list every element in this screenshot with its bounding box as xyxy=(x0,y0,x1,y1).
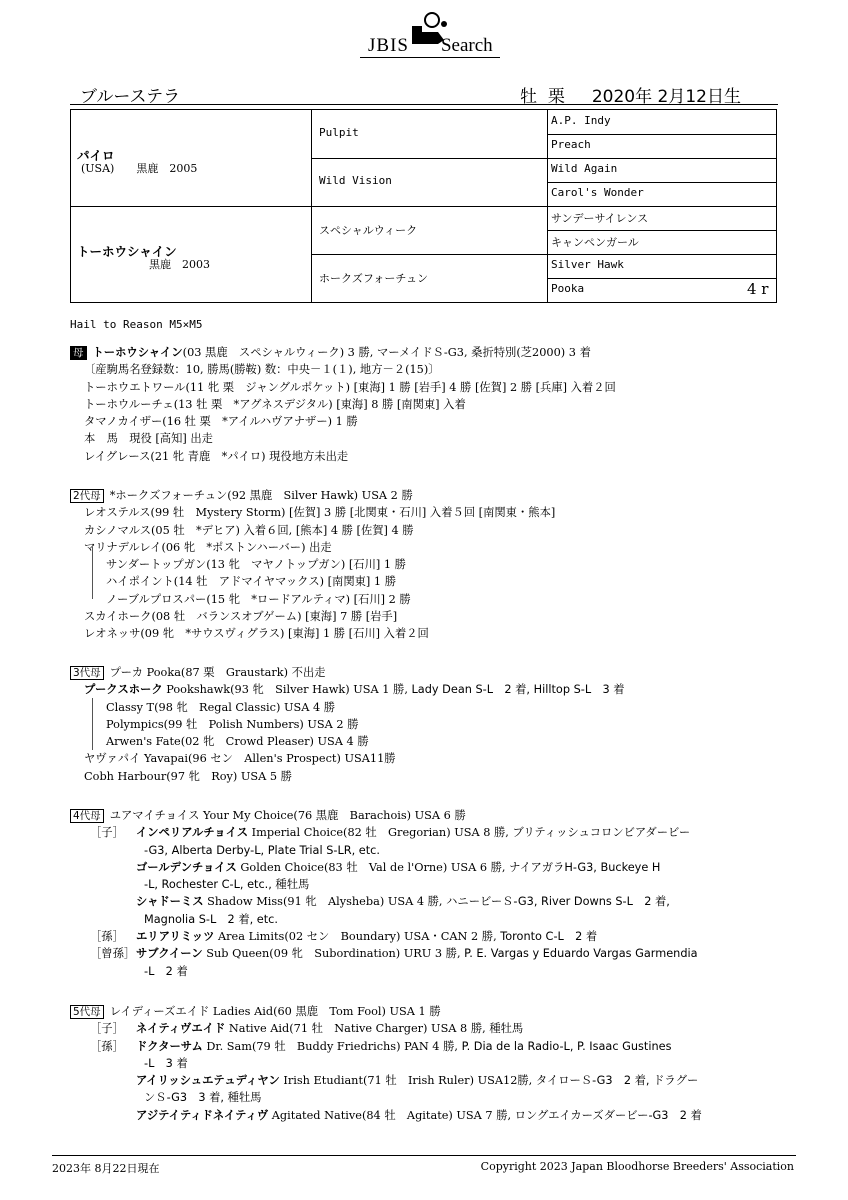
dam-sire: スペシャルウィーク xyxy=(319,224,418,237)
footer-date: 2023年 8月22日現在 xyxy=(52,1162,160,1175)
inbreeding-note: Hail to Reason M5×M5 xyxy=(70,318,203,331)
dam-name: トーホウシャイン xyxy=(77,244,177,259)
g3-3: Wild Again xyxy=(551,162,618,175)
footer-rule xyxy=(52,1155,796,1156)
horse-color: 栗 xyxy=(547,87,565,107)
horse-birth: 2020年 2月12日生 xyxy=(591,87,741,107)
family-number: 4 r xyxy=(747,280,769,298)
section-5th-dam: 5代母 レイディーズエイド Ladies Aid(60 黒鹿 Tom Fool) USA 1 勝 ［子］ ネイティヴエイド Native Aid(71 牡 Native Charger) USA 8 勝, 種牡馬 ［孫］ ドクターサム Dr. Sam(79 牡 Buddy Friedrichs) PAN 4 勝, P. Dia de la Radio-L, P. Isaac Gustines -L 3 着 アイリッシュエテュディヤン Irish Etudiant(71 牡 Irish Ruler) USA12勝, タイローＳ-G3 2 着, ドラグー ンＳ-G3 3 着, 種牡馬 アジテイティドネイティヴ Agitated Native(84 牡 Agitate) USA 7 勝, ロングエイカーズダービー-G3 2 着 xyxy=(70,1003,702,1124)
sire-info: (USA) 黒鹿 2005 xyxy=(81,162,198,175)
pedigree-table xyxy=(70,109,777,303)
horse-sex: 牡 xyxy=(520,87,537,107)
sire-dam: Wild Vision xyxy=(319,174,392,187)
horse-name: ブルーステラ xyxy=(80,87,181,107)
sire-name: パイロ xyxy=(77,148,115,163)
g3-1: A.P. Indy xyxy=(551,114,611,127)
section-tag: 2代母 xyxy=(70,489,104,503)
dam-dam: ホークズフォーチュン xyxy=(319,272,429,285)
g3-8: Pooka xyxy=(551,282,585,295)
sire-sire: Pulpit xyxy=(319,126,359,139)
g3-6: キャンペンガール xyxy=(551,236,639,249)
section-2nd-dam: 2代母 *ホークズフォーチュン(92 黒鹿 Silver Hawk) USA 2 勝 レオステルス(99 牡 Mystery Storm) [佐賀] 3 勝 [北関東・石川] 入着５回 [南関東・熊本] カシノマルス(05 牡 *デヒア) 入着６回, [熊本] 4 勝 [佐賀] 4 勝 マリナデルレイ(06 牝 *ポストンハーバー) 出走 サンダートップガン(13 牝 マヤノトップガン) [石川] 1 勝 ハイポイント(14 牡 アドマイヤマックス) [南関東] 1 勝 ノーブルプロスパー(15 牝 *ロードアルティマ) [石川] 2 勝 スカイホーク(08 牡 バランスオブゲーム) [東海] 7 勝 [岩手] レオネッサ(09 牝 *サウスヴィグラス) [東海] 1 勝 [石川] 入着２回 xyxy=(70,487,555,643)
title-rule xyxy=(70,104,778,105)
g3-7: Silver Hawk xyxy=(551,258,624,271)
header-rule xyxy=(360,57,500,58)
section-tag: 3代母 xyxy=(70,666,104,680)
section-4th-dam: 4代母 ユアマイチョイス Your My Choice(76 黒鹿 Barachois) USA 6 勝 ［子］ インペリアルチョイス Imperial Choice(82 牡 Gregorian) USA 8 勝, ブリティッシュコロンビアダービー -G3, Alberta Derby-L, Plate Trial S-LR, etc. ゴールデンチョイス Golden Choice(83 牡 Val de l'Orne) USA 6 勝, ナイアガラH-G3, Buckeye H -L, Rochester C-L, etc., 種牡馬 シャドーミス Shadow Miss(91 牝 Alysheba) USA 4 勝, ハニービーＳ-G3, River Downs S-L 2 着, Magnolia S-L 2 着, etc. ［孫］ エリアリミッツ Area Limits(02 セン Boundary) USA・CAN 2 勝, Toronto C-L 2 着 ［曾孫］サブクイーン Sub Queen(09 牝 Subordination) URU 3 勝, P. E. Vargas y Eduardo Vargas Garmendia -L 2 着 xyxy=(70,807,698,980)
section-tag: 母 xyxy=(70,346,87,360)
g3-4: Carol's Wonder xyxy=(551,186,644,199)
g3-2: Preach xyxy=(551,138,591,151)
logo-text: JBIS Search xyxy=(368,35,493,56)
footer-copyright: Copyright 2023 Japan Bloodhorse Breeders' Association xyxy=(480,1160,794,1173)
section-tag: 5代母 xyxy=(70,1005,104,1019)
section-3rd-dam: 3代母 プーカ Pooka(87 栗 Graustark) 不出走 プークスホーク Pookshawk(93 牝 Silver Hawk) USA 1 勝, Lady Dean S-L 2 着, Hilltop S-L 3 着 Classy T(98 牝 Regal Classic) USA 4 勝 Polympics(99 牡 Polish Numbers) USA 2 勝 Arwen's Fate(02 牝 Crowd Pleaser) USA 4 勝 ヤヴァパイ Yavapai(96 セン Allen's Prospect) USA11勝 Cobh Harbour(97 牝 Roy) USA 5 勝 xyxy=(70,664,625,785)
jbis-logo xyxy=(360,18,500,58)
g3-5: サンデーサイレンス xyxy=(551,212,649,225)
section-dam: 母 トーホウシャイン(03 黒鹿 スペシャルウィーク) 3 勝, マーメイドＳ-G3, 桑折特別(芝2000) 3 着 〔産駒馬名登録数：10, 勝馬(勝鞍) 数：中央－１(１), 地方－２(15)〕 トーホウエトワール(11 牝 栗 ジャングルポケット) [東海] 1 勝 [岩手] 4 勝 [佐賀] 2 勝 [兵庫] 入着２回 トーホウルーチェ(13 牡 栗 *アグネスデジタル) [東海] 8 勝 [南関東] 入着 タマノカイザー(16 牡 栗 *アイルハヴアナザー) 1 勝 本 馬 現役 [高知] 出走 レイグレース(21 牝 青鹿 *パイロ) 現役地方未出走 xyxy=(70,344,616,465)
section-tag: 4代母 xyxy=(70,809,104,823)
dam-info: 黒鹿 2003 xyxy=(149,258,210,271)
